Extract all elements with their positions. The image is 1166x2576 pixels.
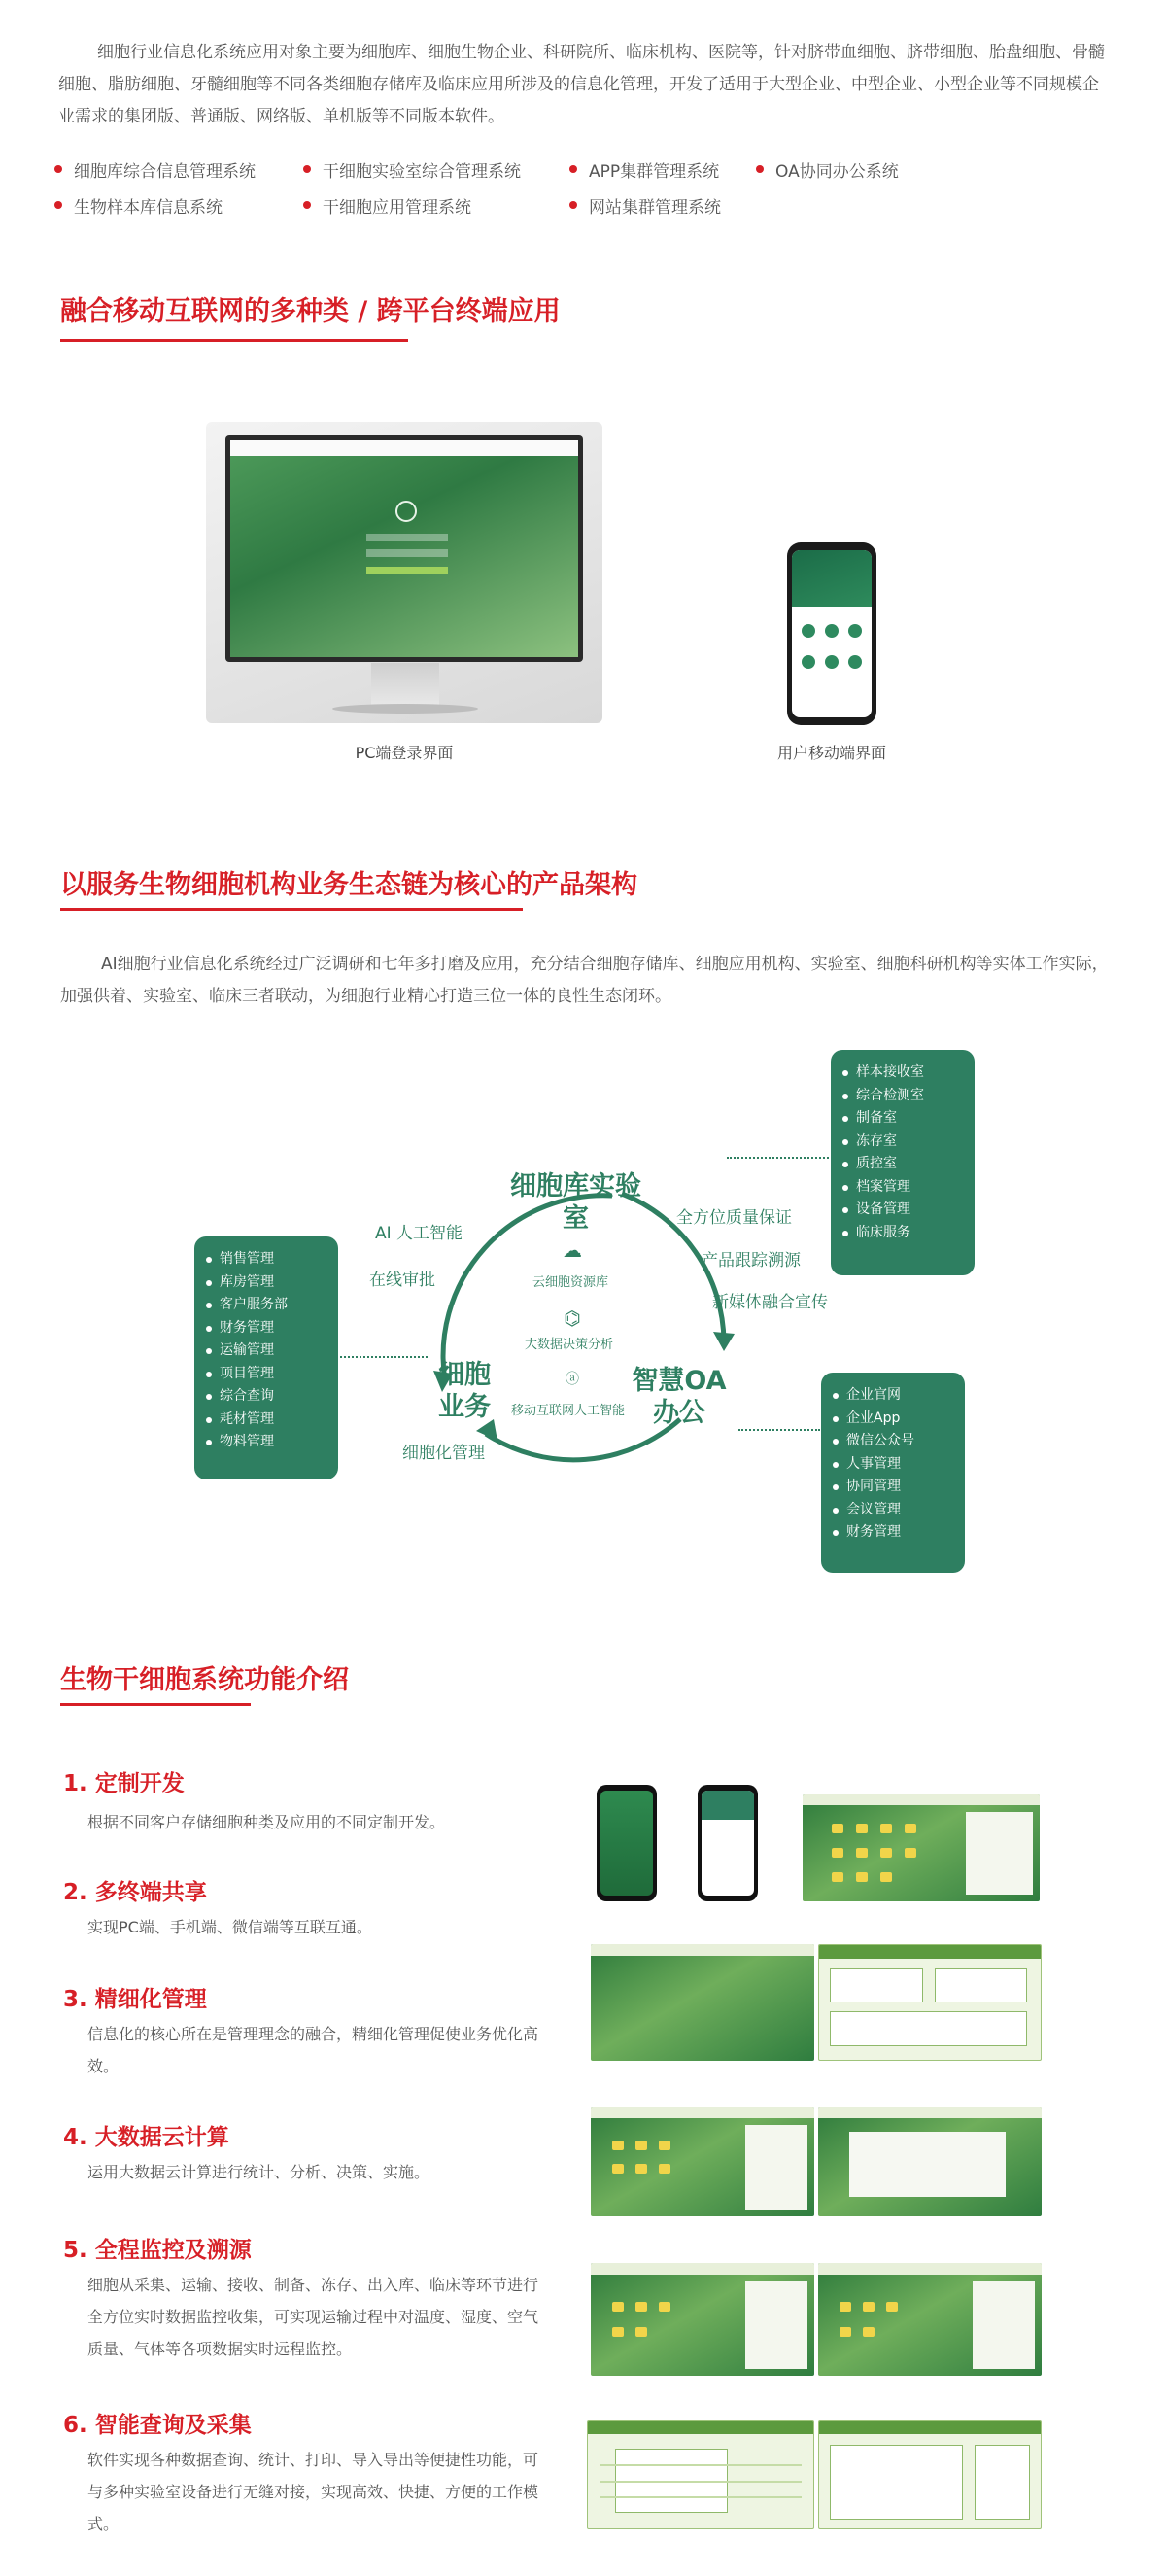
chart-icon: ⌬ xyxy=(564,1306,581,1330)
feature-description: 细胞从采集、运输、接收、制备、冻存、出入库、临床等环节进行全方位实时数据监控收集，可实现运输过程中对温度、湿度、空气质量、气体等各项数据实时远程监控。 xyxy=(87,2276,539,2358)
list-item: 运输管理 xyxy=(220,1340,338,1363)
label-quality: 全方位质量保证 xyxy=(676,1208,792,1228)
app-icon xyxy=(825,624,839,638)
list-item: 临床服务 xyxy=(856,1222,975,1245)
cloud-icon: ☁ xyxy=(563,1238,582,1262)
system-screenshot xyxy=(818,2107,1042,2216)
ai-icon: ⓐ xyxy=(566,1372,579,1387)
preview-topbar xyxy=(230,440,578,456)
label-mobile-ai: 移动互联网人工智能 xyxy=(511,1404,626,1418)
center-business-label: 细胞业务 xyxy=(438,1360,491,1422)
pc-monitor-image xyxy=(206,422,602,723)
list-item: 销售管理 xyxy=(220,1248,338,1271)
section-underline xyxy=(60,1703,251,1706)
connector-line xyxy=(738,1429,820,1431)
lab-function-box xyxy=(831,1050,975,1275)
phone-screenshot xyxy=(698,1785,758,1901)
oa-function-box xyxy=(821,1373,965,1573)
list-item: 干细胞实验室综合管理系统 xyxy=(323,157,521,182)
monitor-stand xyxy=(371,663,439,706)
feature-title: 3. 精细化管理 xyxy=(63,1987,207,2012)
list-item: 档案管理 xyxy=(856,1176,975,1200)
list-item: 协同管理 xyxy=(846,1476,965,1499)
list-item: 财务管理 xyxy=(220,1317,338,1340)
list-item: 微信公众号 xyxy=(846,1430,965,1453)
list-item: 生物样本库信息系统 xyxy=(74,193,223,218)
list-item: 样本接收室 xyxy=(856,1062,975,1085)
app-icon xyxy=(802,655,815,669)
list-item: 物料管理 xyxy=(220,1431,338,1454)
app-icon xyxy=(825,655,839,669)
label-media: 新媒体融合宣传 xyxy=(712,1293,828,1312)
feature-description: 实现PC端、手机端、微信端等互联互通。 xyxy=(87,1918,372,1936)
feature-description: 根据不同客户存储细胞种类及应用的不同定制开发。 xyxy=(87,1813,446,1831)
list-item: 设备管理 xyxy=(856,1199,975,1222)
username-field-preview xyxy=(366,534,448,541)
pc-caption: PC端登录界面 xyxy=(355,744,454,762)
connector-line xyxy=(340,1356,428,1358)
center-oa-label: 智慧OA办公 xyxy=(632,1366,727,1428)
architecture-paragraph: AI细胞行业信息化系统经过广泛调研和七年多打磨及应用，充分结合细胞存储库、细胞应用机构、实验室、细胞科研机构等实体工作实际，加强供着、实验室、临床三者联动，为细胞行业精心打造三位一体的良性生态闭环。 xyxy=(60,955,1109,1006)
system-screenshot xyxy=(591,2107,814,2216)
feature-title: 4. 大数据云计算 xyxy=(63,2125,229,2150)
list-item: 项目管理 xyxy=(220,1363,338,1386)
feature-description: 软件实现各种数据查询、统计、打印、导入导出等便捷性功能，可与多种实验室设备进行无缝对接，实现高效、快捷、方便的工作模式。 xyxy=(87,2451,539,2533)
password-field-preview xyxy=(366,549,448,557)
list-item: 会议管理 xyxy=(846,1499,965,1522)
app-icon xyxy=(802,624,815,638)
label-cell-management: 细胞化管理 xyxy=(402,1444,485,1463)
section-title-features: 生物干细胞系统功能介绍 xyxy=(60,1665,349,1695)
list-item: 企业官网 xyxy=(846,1384,965,1408)
business-function-box xyxy=(194,1236,338,1479)
connector-line xyxy=(727,1157,829,1159)
section-underline xyxy=(60,908,523,911)
list-item: OA协同办公系统 xyxy=(775,157,899,182)
system-screenshot xyxy=(587,2420,814,2529)
list-item: 企业App xyxy=(846,1408,965,1431)
label-bigdata: 大数据决策分析 xyxy=(525,1338,614,1352)
intro-paragraph: 细胞行业信息化系统应用对象主要为细胞库、细胞生物企业、科研院所、临床机构、医院等，针对脐带血细胞、脐带细胞、胎盘细胞、骨髓细胞、脂肪细胞、牙髓细胞等不同各类细胞存储库及临床应用所涉及的信息化管理，开发了适用于大型企业、中型企业、小型企业等不同规模企业需求的集团版、普通版、网络版、单机版等不同版本软件。 xyxy=(58,43,1105,126)
feature-title: 6. 智能查询及采集 xyxy=(63,2413,252,2438)
label-cloud: 云细胞资源库 xyxy=(532,1275,609,1290)
system-screenshot xyxy=(818,2420,1042,2529)
system-screenshot xyxy=(591,1944,814,2061)
app-icon xyxy=(848,655,862,669)
label-trace: 产品跟踪溯源 xyxy=(702,1251,801,1271)
section-underline xyxy=(60,339,408,342)
user-icon xyxy=(395,501,417,522)
feature-title: 1. 定制开发 xyxy=(63,1771,185,1796)
list-item: 干细胞应用管理系统 xyxy=(323,193,471,218)
system-screenshot xyxy=(591,2263,814,2376)
feature-title: 5. 全程监控及溯源 xyxy=(63,2238,252,2263)
arrow-head xyxy=(713,1332,735,1351)
login-screen-preview xyxy=(230,440,578,657)
phone-header xyxy=(792,550,872,607)
feature-description: 信息化的核心所在是管理理念的融合，精细化管理促使业务优化高效。 xyxy=(87,2025,539,2075)
app-icon xyxy=(848,624,862,638)
list-item: 客户服务部 xyxy=(220,1294,338,1317)
system-screenshot xyxy=(803,1794,1040,1901)
list-item: APP集群管理系统 xyxy=(589,157,719,182)
list-item: 冻存室 xyxy=(856,1131,975,1154)
mobile-phone-image xyxy=(787,542,876,725)
list-item: 人事管理 xyxy=(846,1453,965,1477)
phone-screen xyxy=(792,550,872,717)
phone-screenshot xyxy=(597,1785,657,1901)
system-screenshot xyxy=(818,1944,1042,2061)
section-title-terminals: 融合移动互联网的多种类 / 跨平台终端应用 xyxy=(60,296,561,327)
label-approval: 在线审批 xyxy=(369,1271,435,1290)
list-item: 网站集群管理系统 xyxy=(589,193,721,218)
monitor-base xyxy=(332,704,478,714)
list-item: 耗材管理 xyxy=(220,1409,338,1432)
list-item: 制备室 xyxy=(856,1107,975,1131)
center-lab-label: 细胞库实验室 xyxy=(510,1171,641,1234)
feature-description: 运用大数据云计算进行统计、分析、决策、实施。 xyxy=(87,2163,430,2181)
list-item: 综合查询 xyxy=(220,1385,338,1409)
list-item: 财务管理 xyxy=(846,1521,965,1545)
system-screenshot xyxy=(818,2263,1042,2376)
list-item: 细胞库综合信息管理系统 xyxy=(74,157,256,182)
list-item: 库房管理 xyxy=(220,1271,338,1295)
feature-title: 2. 多终端共享 xyxy=(63,1880,207,1905)
login-button-preview xyxy=(366,567,448,574)
monitor-screen xyxy=(225,435,583,662)
mobile-caption: 用户移动端界面 xyxy=(776,744,886,762)
label-ai: AI 人工智能 xyxy=(375,1224,463,1243)
list-item: 质控室 xyxy=(856,1153,975,1176)
section-title-architecture: 以服务生物细胞机构业务生态链为核心的产品架构 xyxy=(60,870,637,900)
list-item: 综合检测室 xyxy=(856,1085,975,1108)
